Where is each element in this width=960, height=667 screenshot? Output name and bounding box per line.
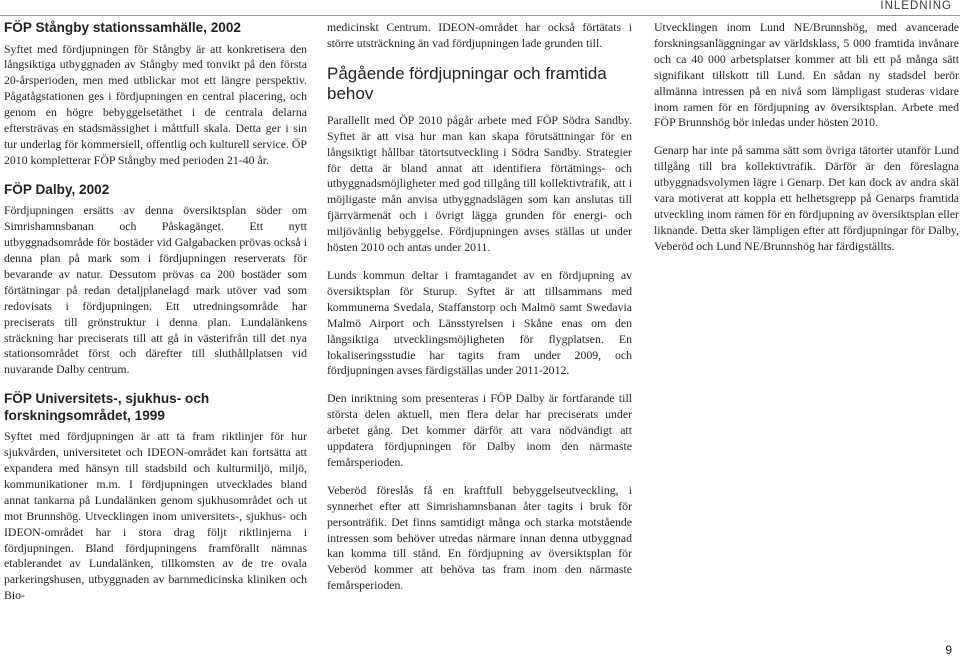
paragraph-stangby: Syftet med fördjupningen för Stångby är att konkretisera den långsiktiga utbyggnaden av Stångby med tonvikt på den första 20-årsperioden, men med utblickar mot ett längre perspektiv. Pågatågstationen ges i fördjupningen en central placering, och genom en högre bebyggelsetäthet i de centrala delarna eftersträvas en stadsmässighet i måttfull skala. Detta ger i sin tur underlag för kommersiell, offentlig och kulturell service. ÖP 2010 kompletterar FÖP Stångby med perioden 21-40 år.: [4, 41, 307, 167]
paragraph-genarp: Genarp har inte på samma sätt som övriga tätorter utanför Lund tillgång till bra kollektivtrafik. Därför är den föreslagna utbyggnadsvolymen lägre i Genarp. Det kan dock av andra skäl vara motiverat att koppla ett helhetsgrepp på Genarps framtida utveckling inom ramen för en fördjupning av översiktsplan eller liknande. Detta sker lämpligen efter att fördjupningar för Dalby, Veberöd och Lund NE/Brunnshög har färdigställts.: [654, 143, 959, 253]
running-head-section: INLEDNING: [880, 0, 952, 12]
heading-fop-dalby: FÖP Dalby, 2002: [4, 181, 110, 197]
column-left: [4, 20, 307, 617]
paragraph-sodra-sandby: Parallellt med ÖP 2010 pågår arbete med FÖP Södra Sandby. Syftet är att visa hur man kan skapa förutsättningar för en långsiktigt hållbar tätortsutveckling i Södra Sandby. Strategier för detta är bland annat att identifiera förtätnings- och utbyggnadsmöjligheter med god tillgång till kollektivtrafik, att i möjligaste mån anvisa utbyggnadslägen som kan anslutas till fjärrvärmenät och i övrigt lägga grunden för energi- och miljövänlig bebyggelse. Fördjupningen avses ställas ut under hösten 2010 och antas under 2011.: [327, 112, 632, 255]
column-right: [654, 20, 959, 267]
paragraph-universitet: Syftet med fördjupningen är att ta fram riktlinjer för hur sjukvården, universitetet och IDEON-området kan fortsätta att expandera med hänsyn till stadsbild och kulturmiljö, miljö, kommunikationer m.m. I fördjupningen utvecklades bland annat tankarna på Lundalänken genom sjukhusområdet och ut mot Brunnshög. Utvecklingen inom universitets-, sjukhus- och IDEON-området har i stora drag följt riktlinjerna i fördjupningen. Bland fördjupningens framförallt nämnas etablerandet av Lundalänken, tillkomsten av de tre ovala parkeringshusen, utbyggnaden av barnmedicinska kliniken och Bio-: [4, 429, 307, 603]
paragraph-brunnshog: Utvecklingen inom Lund NE/Brunnshög, med avancerade forskningsanläggningar av världsklass, 5 000 framtida invånare och ca 40 000 arbetsplatser kommer att bli ett på många sätt signifikant tillskott till Lund. En sådan ny stadsdel berör allmänna intressen på en nivå som lämpligast studeras vidare inom ramen för en fördjupning av översiktsplan. Arbete med FÖP Brunnshög bör inledas under hösten 2010.: [654, 20, 959, 130]
column-middle: [327, 20, 632, 606]
heading-fop-universitet: FÖP Universitets-, sjukhus- och forskningsområdet, 1999: [4, 391, 210, 423]
header-rule: [0, 15, 960, 16]
paragraph-veberod: Veberöd föreslås få en kraftfull bebyggelseutveckling, i synnerhet efter att Simrishamnsbanan åter tagits i bruk för personträfik. Det finns samtidigt många och starka motstående intressen som behöver utredas närmare innan denna utbyggnad kan komma till stånd. En fördjupning av översiktsplan för Veberöd kommer att behöva tas fram inom den närmaste femårsperioden.: [327, 482, 632, 593]
paragraph-dalby: Fördjupningen ersätts av denna översiktsplan söder om Simrishamnsbanan och Påskagänget. Ett nytt utbyggnadsområde för bostäder vid Galgabacken prövas också i denna plan på mark som i fördjupningen reserverats för bevarande av natur. Dessutom prövas ca 200 bostäder som förtätningar på redan detaljplanelagd mark utöver vad som redovisats i fördjupningen. Ett utredningsområde har preciserats till grönstruktur i denna plan. Lundalänkens sträckning har preciserats till att gå in västerifrån till det nya stationsområdet först och därefter till sluthållplatsen vid nuvarande Dalby centrum.: [4, 203, 307, 377]
paragraph-sturup: Lunds kommun deltar i framtagandet av en fördjupning av översiktsplan för Sturup. Syftet är att tillsammans med kommunerna Svedala, Staffanstorp och Malmö samt Swedavia Malmö Airport och Länsstyrelsen i Skåne enas om den långsiktiga utvecklingsmöjligheten för flygplatsen. En lokaliseringsstudie har tagits fram under 2009, och fördjupningen avses färdigställas under 2011-2012.: [327, 267, 632, 378]
page-number: 9: [945, 643, 952, 657]
paragraph-continued-ideon: medicinskt Centrum. IDEON-området har också förtätats i större utsträckning än vad fördjupningen lade grunden till.: [327, 20, 632, 50]
heading-pagaende-fordjupningar: Pågående fördjupningar och framtida behov: [327, 63, 607, 103]
heading-fop-stangby: FÖP Stångby stationssamhälle, 2002: [4, 20, 241, 35]
paragraph-dalby-update: Den inriktning som presenteras i FÖP Dalby är fortfarande till största delen aktuell, men flera delar har preciserats under arbetet gång. Det kommer därför att vara nödvändigt att uppdatera fördjupningen för Dalby inom den närmaste femårsperioden.: [327, 391, 632, 469]
